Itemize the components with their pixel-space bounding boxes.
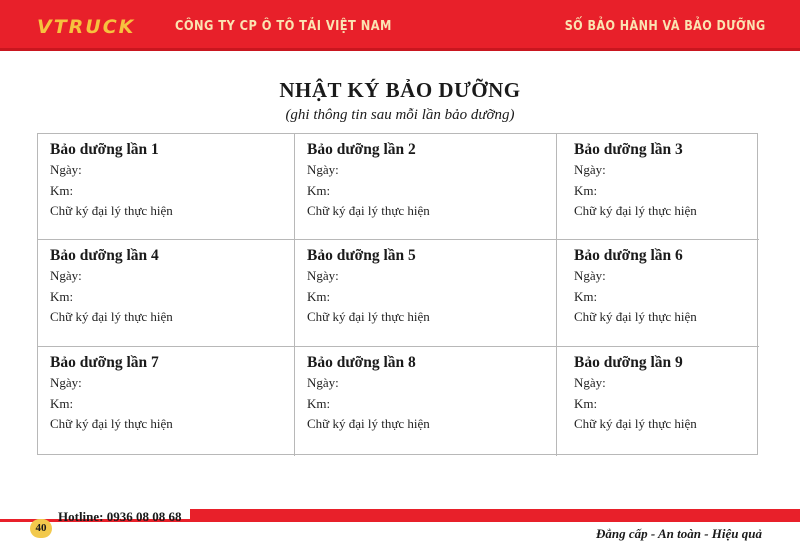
page-title: NHẬT KÝ BẢO DƯỠNG	[279, 78, 521, 102]
km-label: Km:	[307, 182, 331, 198]
record-heading: Bảo dưỡng lần 2	[307, 141, 416, 158]
header-divider	[0, 48, 800, 51]
maintenance-record	[295, 240, 557, 347]
record-heading: Bảo dưỡng lần 1	[50, 141, 159, 158]
maintenance-record	[557, 134, 759, 240]
signature-label: Chữ ký đại lý thực hiện	[50, 309, 173, 324]
book-title: SỔ BẢO HÀNH VÀ BẢO DƯỠNG	[565, 19, 766, 34]
signature-label: Chữ ký đại lý thực hiện	[307, 203, 430, 218]
page-subtitle: (ghi thông tin sau mỗi lần bảo dưỡng)	[285, 107, 515, 123]
maintenance-record	[295, 134, 557, 240]
signature-label: Chữ ký đại lý thực hiện	[50, 203, 173, 218]
date-label: Ngày:	[307, 162, 339, 177]
slogan-text: Đẳng cấp - An toàn - Hiệu quả	[595, 526, 762, 541]
signature-label: Chữ ký đại lý thực hiện	[574, 416, 697, 431]
record-heading: Bảo dưỡng lần 9	[574, 354, 683, 371]
record-heading: Bảo dưỡng lần 3	[574, 141, 683, 158]
date-label: Ngày:	[50, 162, 82, 177]
maintenance-record	[38, 240, 295, 347]
footer-band	[190, 509, 800, 519]
signature-label: Chữ ký đại lý thực hiện	[50, 416, 173, 431]
date-label: Ngày:	[50, 375, 82, 390]
record-heading: Bảo dưỡng lần 4	[50, 247, 159, 264]
maintenance-record	[557, 347, 759, 456]
record-heading: Bảo dưỡng lần 8	[307, 354, 416, 371]
km-label: Km:	[307, 288, 331, 304]
record-heading: Bảo dưỡng lần 5	[307, 247, 416, 264]
date-label: Ngày:	[574, 268, 606, 283]
km-label: Km:	[574, 395, 598, 411]
company-name: CÔNG TY CP Ô TÔ TẢI VIỆT NAM	[175, 19, 392, 34]
page-number-badge: 40	[30, 519, 52, 538]
maintenance-log-table	[37, 133, 758, 455]
date-label: Ngày:	[574, 162, 606, 177]
hotline-text: Hotline: 0936 08 08 68	[58, 509, 182, 524]
maintenance-record	[557, 240, 759, 347]
record-heading: Bảo dưỡng lần 7	[50, 354, 159, 371]
km-label: Km:	[50, 288, 74, 304]
record-heading: Bảo dưỡng lần 6	[574, 247, 683, 264]
maintenance-record	[295, 347, 557, 456]
brand-logo: VTRUCK	[37, 16, 136, 38]
km-label: Km:	[50, 182, 74, 198]
km-label: Km:	[50, 395, 74, 411]
signature-label: Chữ ký đại lý thực hiện	[574, 309, 697, 324]
km-label: Km:	[307, 395, 331, 411]
signature-label: Chữ ký đại lý thực hiện	[574, 203, 697, 218]
header-band	[0, 0, 800, 48]
km-label: Km:	[574, 288, 598, 304]
signature-label: Chữ ký đại lý thực hiện	[307, 416, 430, 431]
signature-label: Chữ ký đại lý thực hiện	[307, 309, 430, 324]
date-label: Ngày:	[307, 268, 339, 283]
date-label: Ngày:	[307, 375, 339, 390]
maintenance-record	[38, 347, 295, 456]
maintenance-record	[38, 134, 295, 240]
date-label: Ngày:	[574, 375, 606, 390]
km-label: Km:	[574, 182, 598, 198]
date-label: Ngày:	[50, 268, 82, 283]
